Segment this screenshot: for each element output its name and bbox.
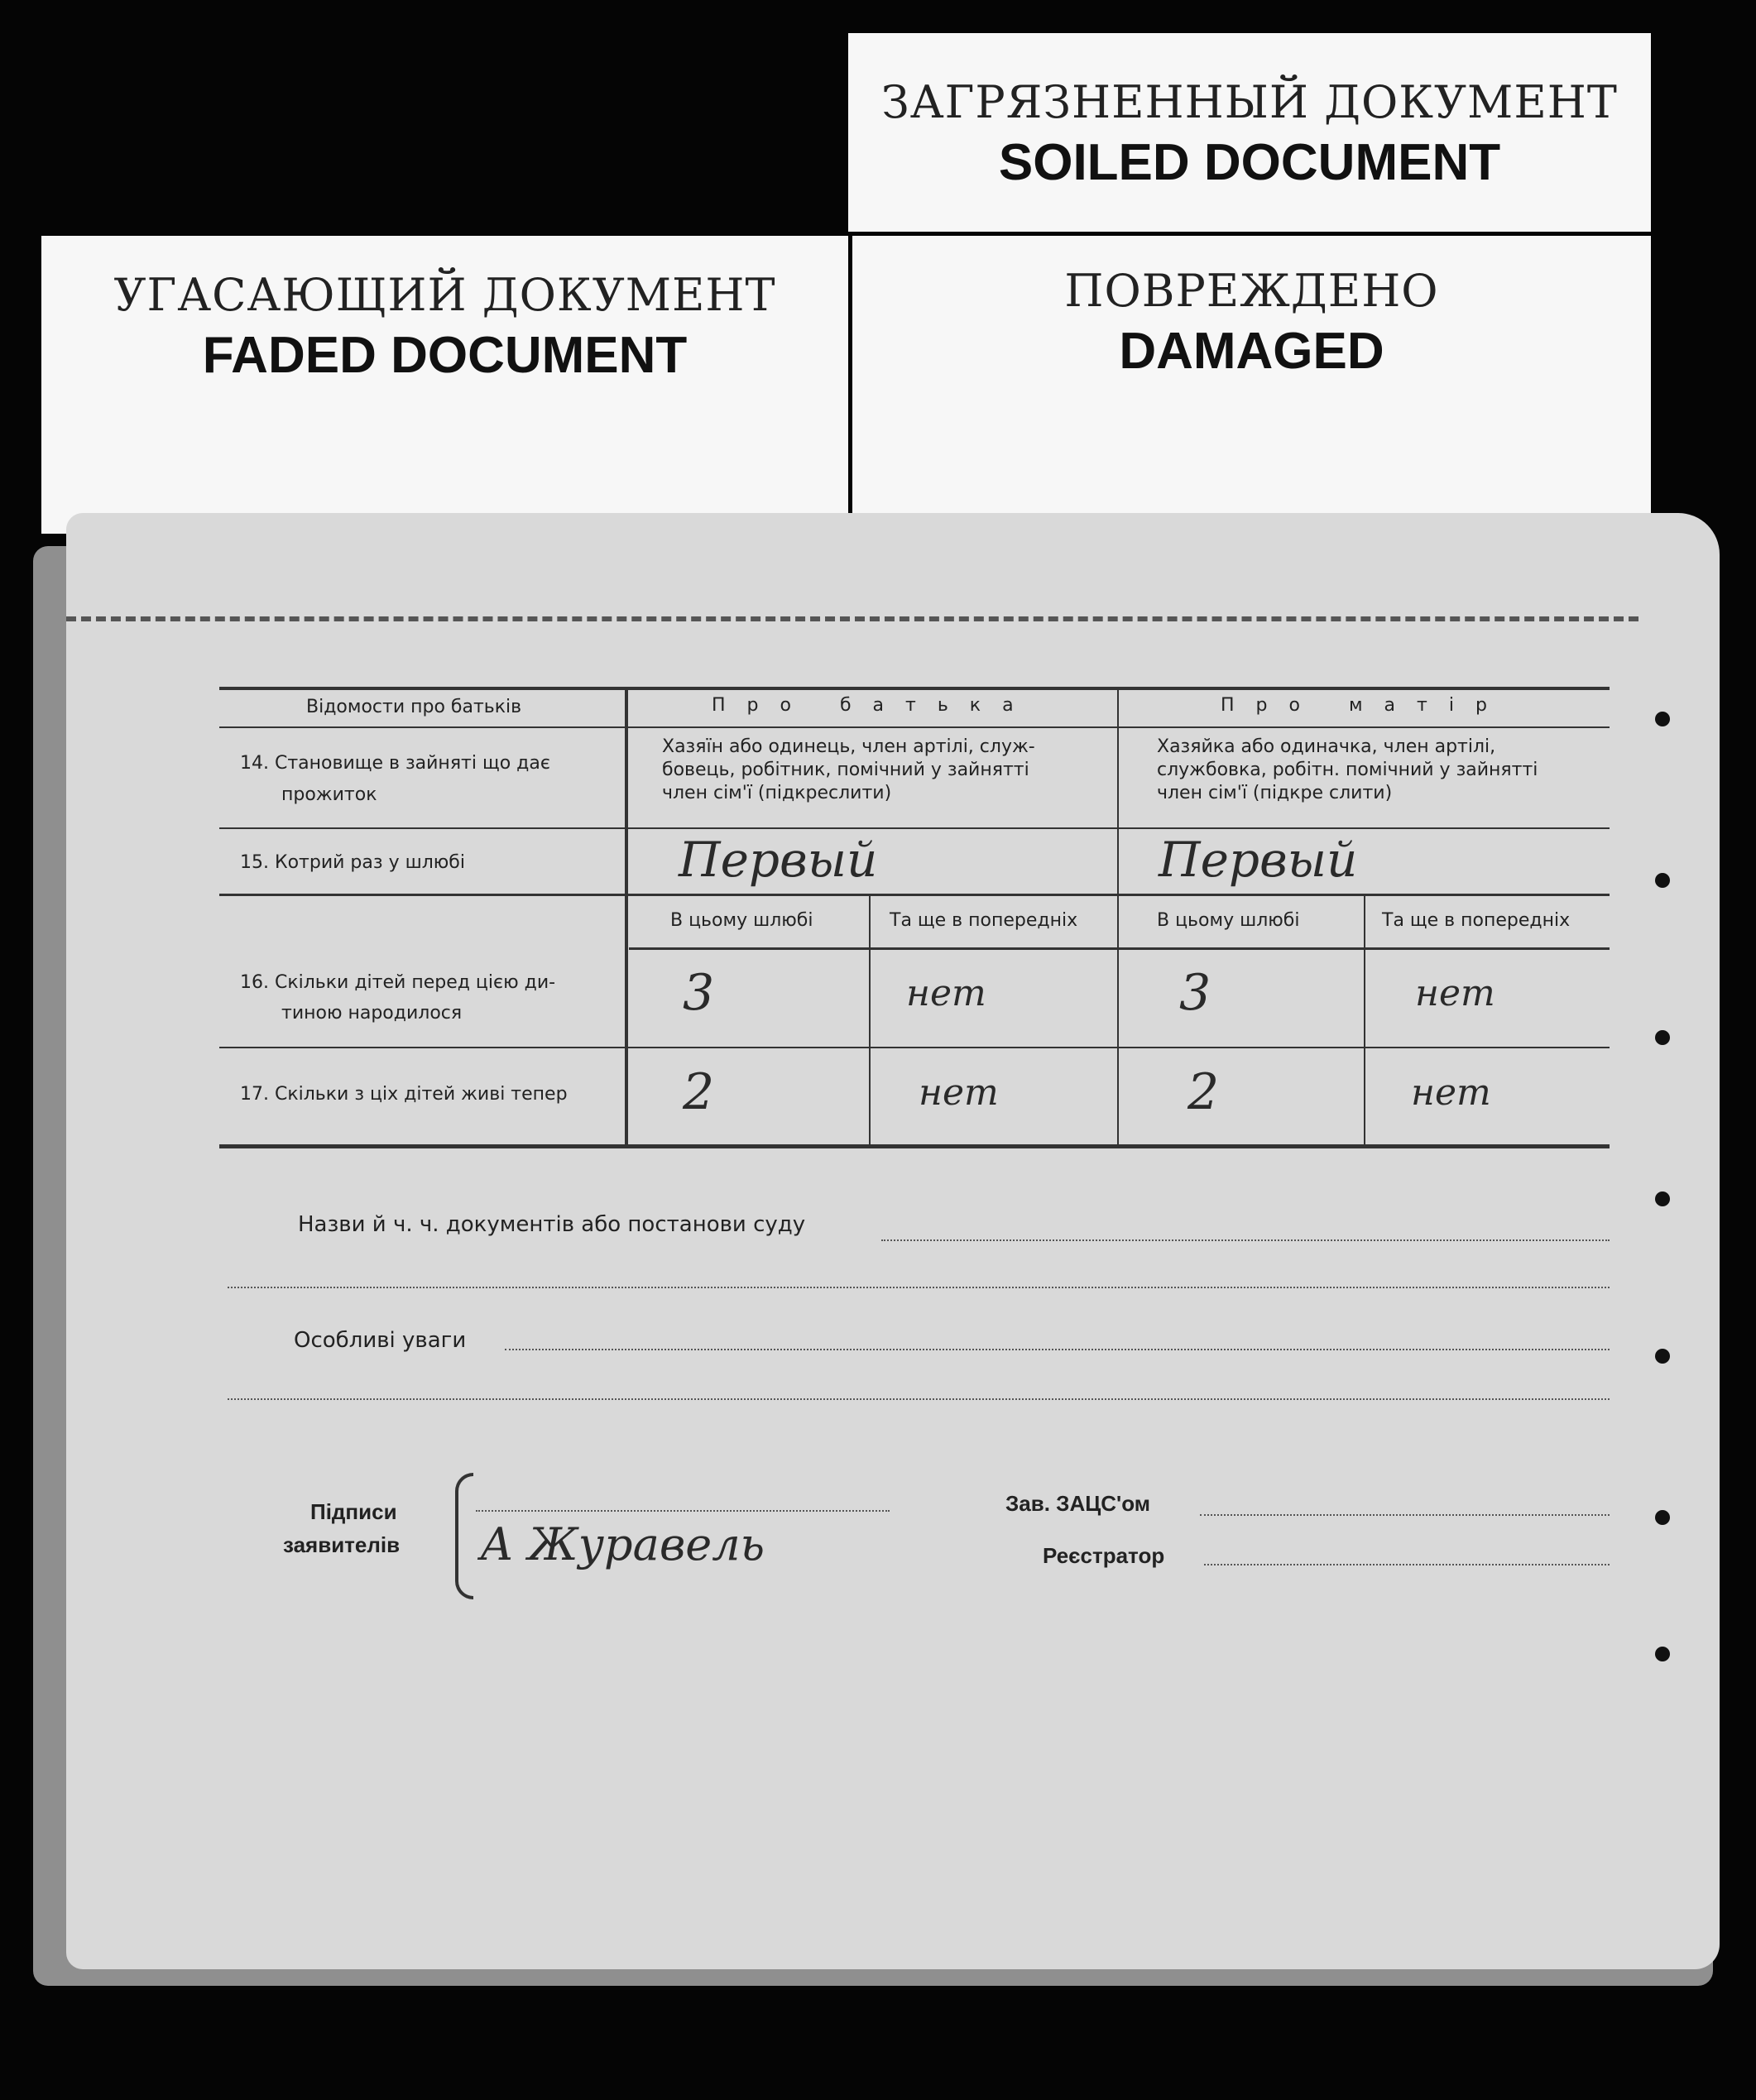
punch-hole: [1655, 1510, 1670, 1525]
subheader-mother-prev: Та ще в попередніх: [1382, 910, 1571, 931]
table-rule: [219, 1047, 1610, 1048]
soiled-en-label: SOILED DOCUMENT: [998, 134, 1501, 191]
applicant-signature-line: [476, 1510, 890, 1512]
table-bottom-rule: [219, 1144, 1610, 1148]
row14-father-line1: Хазяїн або одинець, член артілі, служ-: [662, 736, 1035, 757]
documents-label: Назви й ч. ч. документів або постанови суду: [298, 1212, 806, 1237]
punch-hole: [1655, 1030, 1670, 1045]
row17-mother-prev: нет: [1411, 1072, 1491, 1114]
row16-label-cont: тиною народилося: [281, 1003, 463, 1024]
punch-hole: [1655, 712, 1670, 726]
head-label: Зав. ЗАЦС'ом: [1005, 1491, 1150, 1516]
applicants-label: Підписи: [310, 1499, 397, 1524]
row16-mother-prev: нет: [1415, 972, 1495, 1014]
soiled-document-card: [848, 33, 1651, 232]
faded-en-label: FADED DOCUMENT: [202, 327, 688, 384]
applicants-brace: [455, 1473, 473, 1599]
notes-label: Особливі уваги: [294, 1328, 467, 1353]
row17-father-prev: нет: [919, 1072, 999, 1114]
punch-hole: [1655, 1191, 1670, 1206]
row17-father-this: 2: [683, 1063, 715, 1121]
row17-label: 17. Скільки з ціх дітей живі тепер: [240, 1084, 568, 1105]
row16-father-this: 3: [683, 964, 715, 1022]
table-vrule: [625, 688, 628, 1146]
row14-father-line3: член сім'ї (підкреслити): [662, 783, 892, 803]
punch-hole: [1655, 1647, 1670, 1661]
punch-hole: [1655, 873, 1670, 888]
row16-label: 16. Скільки дітей перед цією ди-: [240, 972, 556, 993]
table-rule: [219, 894, 1610, 896]
row16-father-prev: нет: [906, 972, 986, 1014]
table-vrule: [1364, 895, 1365, 1146]
row14-mother-line3: член сім'ї (підкре слити): [1157, 783, 1393, 803]
row15-father-value: Первый: [679, 832, 878, 888]
registrar-signature-line: [1204, 1564, 1610, 1565]
row14-father-line2: бовець, робітник, помічний у зайнятті: [662, 760, 1029, 780]
table-vrule: [869, 895, 871, 1146]
row14-mother-line2: службовка, робітн. помічний у зайнятті: [1157, 760, 1538, 780]
subheader-father-this: В цьому шлюбі: [670, 910, 813, 931]
header-parents-info: Відомости про батьків: [306, 697, 522, 717]
documents-line-2: [228, 1287, 1610, 1288]
table-vrule: [1117, 688, 1119, 1146]
applicant-signature: А Журавель: [480, 1518, 765, 1570]
soiled-ru-label: ЗАГРЯЗНЕННЫЙ ДОКУМЕНТ: [881, 76, 1618, 128]
table-rule: [219, 726, 1610, 728]
applicants-label-cont: заявителів: [283, 1532, 401, 1557]
faded-document-card: [41, 236, 848, 534]
punch-hole: [1655, 1349, 1670, 1364]
table-rule: [629, 947, 1610, 950]
notes-line: [505, 1349, 1610, 1350]
row15-label: 15. Котрий раз у шлюбі: [240, 852, 465, 873]
notes-line-2: [228, 1398, 1610, 1400]
row16-mother-this: 3: [1179, 964, 1211, 1022]
header-mother: Про матір: [1221, 695, 1509, 716]
subheader-mother-this: В цьому шлюбі: [1157, 910, 1300, 931]
faded-ru-label: УГАСАЮЩИЙ ДОКУМЕНТ: [113, 269, 776, 321]
row15-mother-value: Первый: [1159, 832, 1358, 888]
table-rule: [219, 827, 1610, 829]
subheader-father-prev: Та ще в попередніх: [890, 910, 1078, 931]
registrar-label: Реєстратор: [1043, 1543, 1165, 1568]
damaged-ru-label: ПОВРЕЖДЕНО: [1064, 265, 1439, 317]
damaged-en-label: DAMAGED: [1119, 323, 1384, 380]
row17-mother-this: 2: [1187, 1063, 1220, 1121]
head-signature-line: [1200, 1514, 1610, 1516]
damaged-card: [852, 236, 1651, 517]
header-father: Про батька: [712, 695, 1035, 716]
row14-label-cont: прожиток: [281, 784, 377, 805]
row14-label: 14. Становище в зайняті що дає: [240, 753, 550, 774]
form-page: [66, 513, 1720, 1969]
row14-mother-line1: Хазяйка або одиначка, член артілі,: [1157, 736, 1496, 757]
documents-line: [881, 1239, 1610, 1241]
table-top-rule: [219, 687, 1610, 690]
perforation-line: [66, 616, 1638, 621]
